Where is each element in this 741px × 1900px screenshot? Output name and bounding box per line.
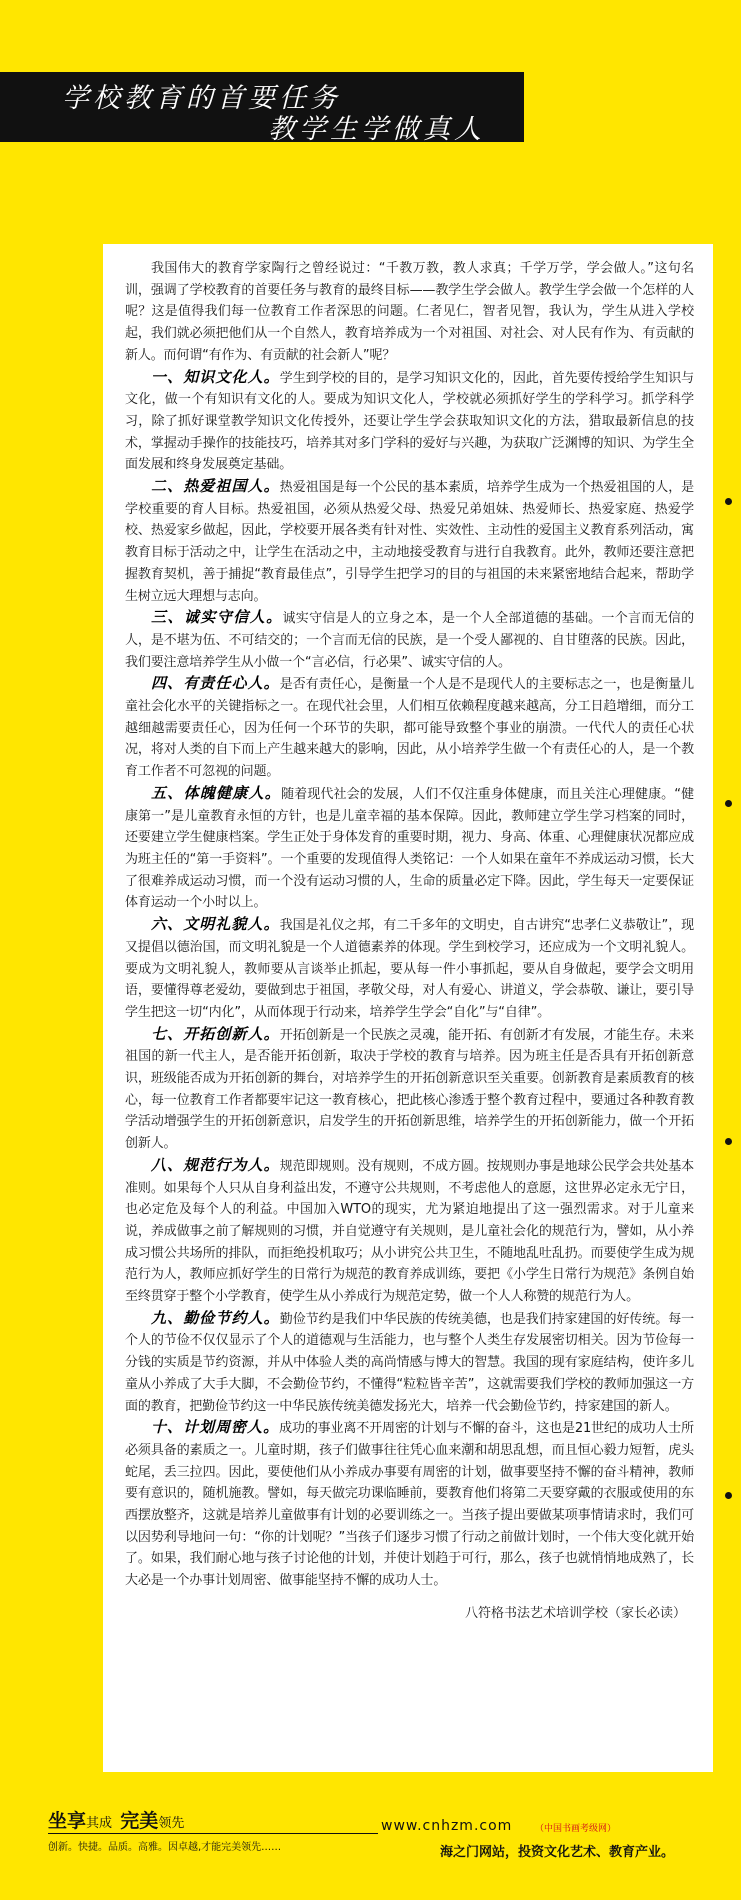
section-text: 热爱祖国是每一个公民的基本素质，培养学生成为一个热爱祖国的人，是学校重要的育人目标。热爱祖国，必须从热爱父母、热爱兄弟姐妹、热爱师长、热爱家庭、热爱学校、热爱家乡做起，因此，学校要开展各类有针对性、实效性、主动性的爱国主义教育系列活动，寓教育目标于活动之中，让学生在活动之中，主动地接受教育与进行自我教育。此外，教师还要注意把握教育契机，善于捕捉“教育最佳点”，引导学生把学习的目的与祖国的未来紧密地结合起来，帮助学生树立远大理想与志向。 <box>125 480 694 604</box>
footer-divider <box>48 1833 378 1834</box>
slogan-word: 坐享 <box>48 1810 87 1832</box>
bullet-dot <box>725 800 732 807</box>
bullet-dot <box>725 1492 732 1499</box>
website-name: （中国书画考级网） <box>535 1824 617 1834</box>
section-2 <box>125 476 694 607</box>
section-heading: 八、规范行为人。 <box>151 1155 280 1174</box>
section-text: 是否有责任心，是衡量一个人是不是现代人的主要标志之一，也是衡量儿童社会化水平的关键指标之一。在现代社会里，人们相互依赖程度越来越高，分工日趋增细，而分工越细越需要责任心，因为任何一个环节的失职，都可能导致整个事业的崩溃。一代代人的责任心状况，将对人类的自下而上产生越来越大的影响，因此，从小培养学生做一个有责任心的人，是一个教育工作者不可忽视的问题。 <box>125 677 694 780</box>
section-text: 诚实守信是人的立身之本，是一个人全部道德的基础。一个言而无信的人，是不堪为伍、不可结交的；一个言而无信的民族，是一个受人鄙视的、自甘堕落的民族。因此，我们要注意培养学生从小做一个“言必信，行必果”、诚实守信的人。 <box>125 611 694 670</box>
section-heading: 九、勤俭节约人。 <box>151 1308 280 1327</box>
section-heading: 一、知识文化人。 <box>151 367 280 386</box>
slogan-word: 完美 <box>120 1810 159 1832</box>
footer-slogan <box>48 1806 184 1833</box>
section-9 <box>125 1308 694 1418</box>
section-text: 随着现代社会的发展，人们不仅注重身体健康，而且关注心理健康。“健康第一”是儿童教育永恒的方针，也是儿童幸福的基本保障。因此，教师建立学生学习档案的同时，还要建立学生健康档案。学生正处于身体发育的重要时期，视力、身高、体重、心理健康状况都应成为班主任的“第一手资料”。一个重要的发现值得人类铭记：一个人如果在童年不养成运动习惯，长大了很难养成运动习惯，而一个没有运动习惯的人，生命的质量必定下降。因此，学生每天一定要保证体育运动一个小时以上。 <box>125 786 694 911</box>
intro-paragraph: 我国伟大的教育学家陶行之曾经说过：“千教万教，教人求真；千学万学，学会做人。”这句名训，强调了学校教育的首要任务与教育的最终目标——教学生学会做人。教学生学会做一个怎样的人呢？这是值得我们每一位教育工作者深思的问题。仁者见仁，智者见智，我认为，学生从进入学校起，我们就必须把他们从一个自然人，教育培养成为一个对祖国、对社会、对人民有作为、有贡献的新人。而何谓“有作为、有贡献的社会新人”呢？ <box>125 261 694 363</box>
title-line-1: 学校教育的首要任务 <box>62 83 341 114</box>
website-url[interactable]: www.cnhzm.com <box>381 1818 513 1834</box>
section-3 <box>125 607 694 673</box>
bullet-dot <box>725 1138 732 1145</box>
section-heading: 二、热爱祖国人。 <box>151 477 280 496</box>
section-text: 成功的事业离不开周密的计划与不懈的奋斗，这也是21世纪的成功人士所必须具备的素质之一。儿童时期，孩子们做事往往凭心血来潮和胡思乱想，而且恒心毅力短暂，虎头蛇尾，丢三拉四。因此，要使他们从小养成办事要有周密的计划，做事要坚持不懈的奋斗精神，教师要有意识的，随机施教。譬如，每天做完功课临睡前，要教育他们将第二天要穿戴的衣服或使用的东西摆放整齐，这就是培养儿童做事有计划的必要训练之一。当孩子提出要做某项事情请求时，我们可以因势利导地问一句：“你的计划呢？”当孩子们逐步习惯了行动之前做计划时，一个伟大变化就开始了。如果，我们耐心地与孩子讨论他的计划，并使计划趋于可行，那么，孩子也就悄悄地成熟了，长大必是一个办事计划周密、做事能坚持不懈的成功人士。 <box>125 1421 694 1589</box>
section-heading: 四、有责任心人。 <box>151 674 280 693</box>
section-text: 规范即规则。没有规则，不成方圆。按规则办事是地球公民学会共处基本准则。如果每个人只从自身利益出发，不遵守公共规则，不考虑他人的意愿，这世界必定永无宁日，也必定危及每个人的利益。中国加入WTO的现实，尤为紧迫地提出了这一强烈需求。对于儿童来说，养成做事之前了解规则的习惯，并自觉遵守有关规则，是儿童社会化的规范行为，譬如，从小养成习惯公共场所的排队，而拒绝投机取巧；从小讲究公共卫生，不随地乱吐乱扔。而要使学生成为规范行为人，教师应抓好学生的日常行为规范的教育养成训练，要把《小学生日常行为规范》条例自始至终贯穿于整个小学教育，使学生从小养成行为规范定势，做一个人人称赞的规范行为人。 <box>125 1158 694 1305</box>
section-text: 勤俭节约是我们中华民族的传统美德，也是我们持家建国的好传统。每一个人的节俭不仅仅显示了个人的道德观与生活能力，也与整个人类生存发展密切相关。因为节俭每一分钱的实质是节约资源，并从中体验人类的高尚情感与博大的智慧。我国的现有家庭结构，使许多儿童从小养成了大手大脚，不会勤俭节约，不懂得“粒粒皆辛苦”，这就需要我们学校的教师加强这一方面的教育，把勤俭节约这一中华民族传统美德发扬光大，培养一代会勤俭节约，持家建国的新人。 <box>125 1311 694 1414</box>
section-4 <box>125 673 694 783</box>
section-text: 学生到学校的目的，是学习知识文化的，因此，首先要传授给学生知识与文化，做一个有知识有文化的人。要成为知识文化人，学校就必须抓好学生的学科学习。抓学科学习，除了抓好课堂教学知识文化传授外，还要让学生学会获取知识文化的方法，猎取最新信息的技术，掌握动手操作的技能技巧，培养其对多门学科的爱好与兴趣，为获取广泛渊博的知识、为学生全面发展和终身发展奠定基础。 <box>125 370 694 473</box>
section-heading: 七、开拓创新人。 <box>151 1024 280 1043</box>
signature: 八符格书法艺术培训学校（家长必读） <box>464 1605 686 1621</box>
footer-tagline: 创新。快捷。品质。高雅。因卓越,才能完美领先…… <box>48 1842 282 1853</box>
section-10 <box>125 1417 694 1592</box>
section-1 <box>125 367 694 477</box>
section-heading: 五、体魄健康人。 <box>151 783 282 802</box>
section-7 <box>125 1024 694 1155</box>
slogan-word: 领先 <box>158 1816 185 1831</box>
article-panel <box>103 244 713 1772</box>
section-heading: 三、诚实守信人。 <box>151 608 283 627</box>
section-heading: 六、文明礼貌人。 <box>151 915 280 934</box>
slogan-word: 其成 <box>86 1816 113 1831</box>
title-line-2: 教学生学做真人 <box>268 114 485 145</box>
bullet-dot <box>725 498 732 505</box>
section-text: 开拓创新是一个民族之灵魂，能开拓、有创新才有发展，才能生存。未来祖国的新一代主人，是否能开拓创新，取决于学校的教育与培养。因为班主任是否具有开拓创新意识，班级能否成为开拓创新的舞台，对培养学生的开拓创新意识至关重要。创新教育是素质教育的核心，每一位教育工作者都要牢记这一教育核心，把此核心渗透于整个教育过程中，要通过各种教育教学活动增强学生的开拓创新意识，启发学生的开拓创新思维，培养学生的开拓创新能力，做一个开拓创新人。 <box>125 1027 694 1152</box>
company-statement: 海之门网站，投资文化艺术、教育产业。 <box>440 1845 675 1860</box>
section-heading: 十、计划周密人。 <box>151 1418 280 1437</box>
section-6 <box>125 914 694 1024</box>
section-8 <box>125 1155 694 1308</box>
section-text: 我国是礼仪之邦，有二千多年的文明史，自古讲究“忠孝仁义恭敬让”，现又提倡以德治国，而文明礼貌是一个人道德素养的体现。学生到校学习，还应成为一个文明礼貌人。要成为文明礼貌人，教师要从言谈举止抓起，要从每一件小事抓起，要从自身做起，要学会文明用语，要懂得尊老爱幼，要做到忠于祖国，孝敬父母，对人有爱心、讲道义，学会恭敬、谦让，要引导学生把这一切“内化”，从而体现于行动来，培养学生学会“自化”与“自律”。 <box>125 918 694 1020</box>
section-5 <box>125 783 694 914</box>
